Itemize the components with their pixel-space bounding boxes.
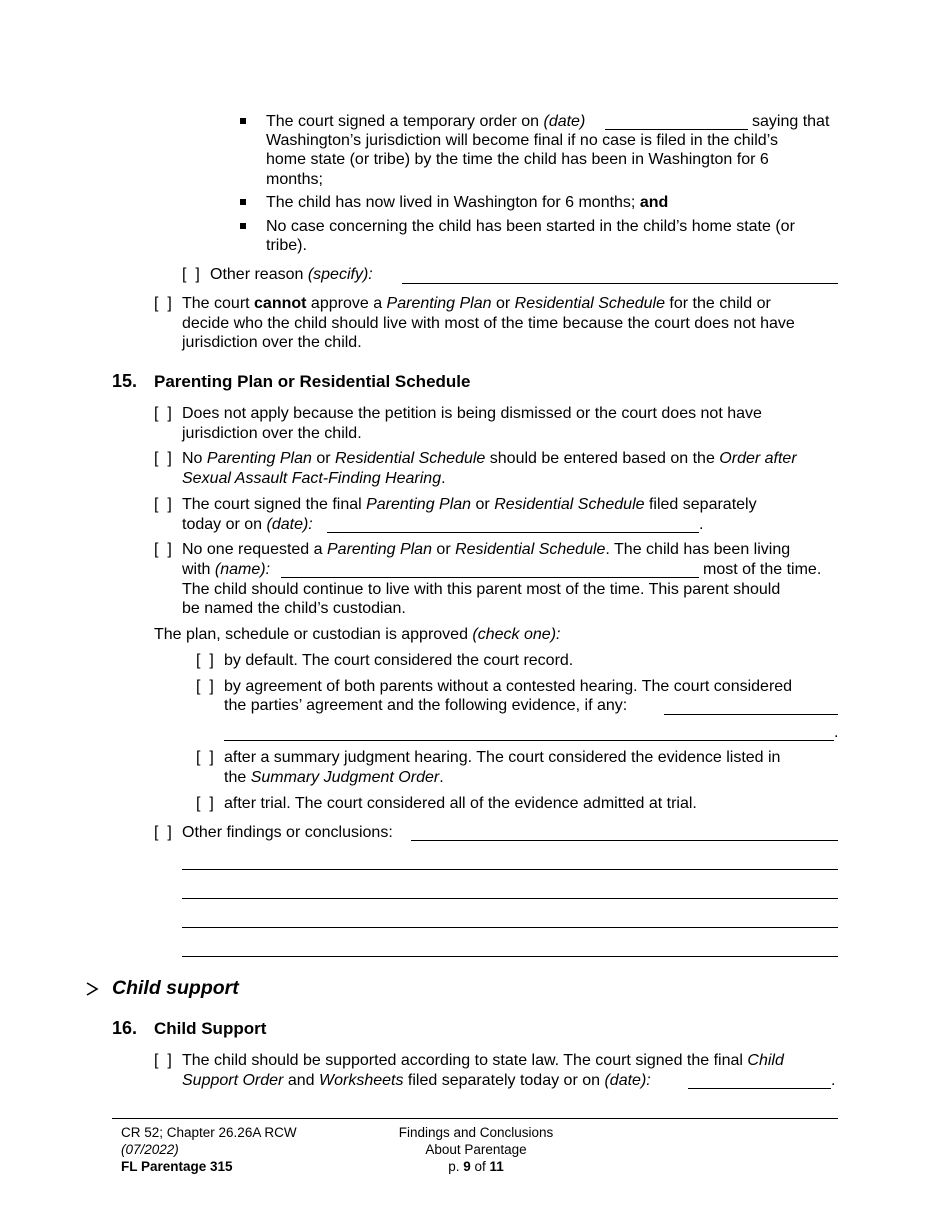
no-parenting-plan-line-2: Sexual Assault Fact-Finding Hearing. bbox=[182, 470, 446, 487]
child-supported-checkbox[interactable]: [ ] bbox=[154, 1052, 172, 1069]
final-plan-period: . bbox=[699, 516, 704, 533]
footer-page-number: p. 9 of 11 bbox=[448, 1159, 504, 1174]
other-reason-label: Other reason (specify): bbox=[210, 266, 373, 283]
no-one-requested-line-3: The child should continue to live with this parent most of the time. This parent should bbox=[182, 581, 781, 598]
by-agreement-line-2: the parties’ agreement and the following evidence, if any: bbox=[224, 697, 628, 714]
footer-revision-date: (07/2022) bbox=[121, 1142, 179, 1157]
agreement-evidence-period: . bbox=[834, 724, 839, 741]
final-plan-line-1: The court signed the final Parenting Plan or Residential Schedule filed separately bbox=[182, 496, 757, 513]
final-plan-date-field[interactable] bbox=[327, 532, 699, 533]
court-cannot-checkbox[interactable]: [ ] bbox=[154, 295, 172, 312]
arrow-bullet-icon bbox=[85, 981, 99, 1002]
bullet-1-line-2: Washington’s jurisdiction will become final if no case is filed in the child’s bbox=[266, 132, 778, 149]
footer-title-2: About Parentage bbox=[425, 1142, 527, 1157]
does-not-apply-line-1: Does not apply because the petition is being dismissed or the court does not have bbox=[182, 405, 762, 422]
footer-statute: CR 52; Chapter 26.26A RCW bbox=[121, 1125, 297, 1140]
child-support-heading: Child support bbox=[112, 977, 239, 999]
final-plan-checkbox[interactable]: [ ] bbox=[154, 496, 172, 513]
after-trial-checkbox[interactable]: [ ] bbox=[196, 795, 214, 812]
does-not-apply-checkbox[interactable]: [ ] bbox=[154, 405, 172, 422]
temporary-order-date-field[interactable] bbox=[605, 129, 748, 130]
other-findings-field-1[interactable] bbox=[411, 840, 838, 841]
child-support-period: . bbox=[831, 1072, 836, 1089]
by-agreement-line-1: by agreement of both parents without a contested hearing. The court considered bbox=[224, 678, 793, 695]
section-15-number: 15. bbox=[112, 371, 138, 391]
no-one-requested-checkbox[interactable]: [ ] bbox=[154, 541, 172, 558]
other-findings-field-4[interactable] bbox=[182, 927, 838, 928]
bullet-3-line-2: tribe). bbox=[266, 237, 307, 254]
other-findings-checkbox[interactable]: [ ] bbox=[154, 824, 172, 841]
by-agreement-checkbox[interactable]: [ ] bbox=[196, 678, 214, 695]
living-with-name-field[interactable] bbox=[281, 577, 699, 578]
summary-judgment-line-2: the Summary Judgment Order. bbox=[224, 769, 444, 786]
bullet-marker bbox=[240, 199, 246, 205]
court-cannot-line-2: decide who the child should live with most of the time because the court does not have bbox=[182, 315, 795, 332]
other-findings-field-5[interactable] bbox=[182, 956, 838, 957]
agreement-evidence-field-2[interactable] bbox=[224, 740, 834, 741]
bullet-1-line-1: The court signed a temporary order on (date) bbox=[266, 113, 586, 130]
court-cannot-line-3: jurisdiction over the child. bbox=[182, 334, 362, 351]
child-supported-line-1: The child should be supported according to state law. The court signed the final Child bbox=[182, 1052, 784, 1069]
agreement-evidence-field-1[interactable] bbox=[664, 714, 838, 715]
footer-divider bbox=[112, 1118, 838, 1119]
footer-title-1: Findings and Conclusions bbox=[398, 1125, 554, 1140]
bullet-1-line-4: months; bbox=[266, 171, 323, 188]
other-findings-field-2[interactable] bbox=[182, 869, 838, 870]
bullet-2: The child has now lived in Washington for 6 months; and bbox=[266, 194, 669, 211]
no-one-requested-line-2-end: most of the time. bbox=[703, 561, 822, 578]
summary-judgment-line-1: after a summary judgment hearing. The court considered the evidence listed in bbox=[224, 749, 781, 766]
child-supported-line-2: Support Order and Worksheets filed separately today or on (date): bbox=[182, 1072, 651, 1089]
section-16-title: Child Support bbox=[154, 1019, 267, 1038]
other-reason-field[interactable] bbox=[402, 283, 838, 284]
bullet-1-line-3: home state (or tribe) by the time the child has been in Washington for 6 bbox=[266, 151, 769, 168]
no-parenting-plan-line-1: No Parenting Plan or Residential Schedule should be entered based on the Order after bbox=[182, 450, 797, 467]
no-one-requested-line-1: No one requested a Parenting Plan or Residential Schedule. The child has been living bbox=[182, 541, 791, 558]
other-reason-checkbox[interactable]: [ ] bbox=[182, 266, 200, 283]
child-support-date-field[interactable] bbox=[688, 1088, 831, 1089]
no-parenting-plan-checkbox[interactable]: [ ] bbox=[154, 450, 172, 467]
section-15-title: Parenting Plan or Residential Schedule bbox=[154, 372, 471, 391]
bullet-marker bbox=[240, 223, 246, 229]
final-plan-line-2: today or on (date): bbox=[182, 516, 313, 533]
after-trial-text: after trial. The court considered all of the evidence admitted at trial. bbox=[224, 795, 697, 812]
footer-form-number: FL Parentage 315 bbox=[121, 1159, 233, 1174]
summary-judgment-checkbox[interactable]: [ ] bbox=[196, 749, 214, 766]
section-16-number: 16. bbox=[112, 1018, 138, 1038]
bullet-3-line-1: No case concerning the child has been started in the child’s home state (or bbox=[266, 218, 795, 235]
other-findings-label: Other findings or conclusions: bbox=[182, 824, 393, 841]
bullet-1-line-1-end: saying that bbox=[752, 113, 830, 130]
no-one-requested-line-4: be named the child’s custodian. bbox=[182, 600, 406, 617]
does-not-apply-line-2: jurisdiction over the child. bbox=[182, 425, 362, 442]
other-findings-field-3[interactable] bbox=[182, 898, 838, 899]
bullet-marker bbox=[240, 118, 246, 124]
by-default-text: by default. The court considered the court record. bbox=[224, 652, 574, 669]
by-default-checkbox[interactable]: [ ] bbox=[196, 652, 214, 669]
no-one-requested-line-2: with (name): bbox=[182, 561, 271, 578]
court-cannot-line-1: The court cannot approve a Parenting Plan or Residential Schedule for the child or bbox=[182, 295, 771, 312]
approved-check-one: The plan, schedule or custodian is approved (check one): bbox=[154, 626, 561, 643]
